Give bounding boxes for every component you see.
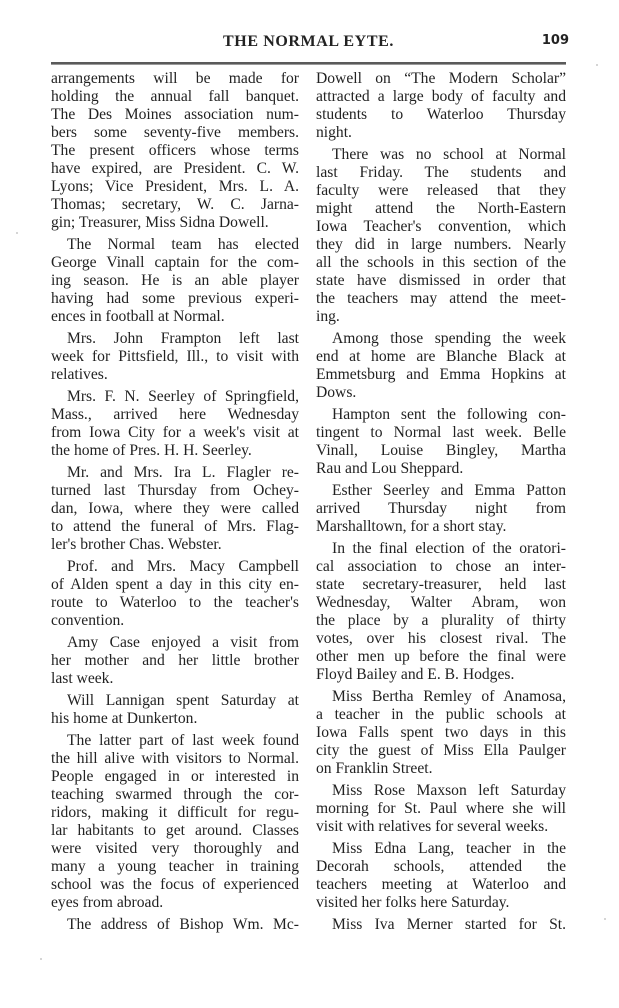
text-line: might attend the North-Eastern: [316, 200, 566, 217]
article-paragraph: [51, 330, 299, 384]
header-double-rule: [51, 62, 566, 65]
text-line: all the schools in this section of the: [316, 254, 566, 271]
page-header: [51, 30, 569, 52]
text-line: Esther Seerley and Emma Patton: [332, 482, 566, 499]
text-line: Floyd Bailey and E. B. Hodges.: [316, 666, 515, 683]
text-line: cal association to chose an inter-: [316, 558, 566, 575]
text-line: The latter part of last week found: [67, 732, 299, 749]
text-line: Hampton sent the following con-: [332, 406, 566, 423]
text-line: votes, over his closest rival. The: [316, 630, 566, 647]
text-line: ing season. He is an able player: [51, 272, 299, 289]
text-line: on Franklin Street.: [316, 760, 433, 777]
text-line: visited her folks here Saturday.: [316, 894, 510, 911]
scan-speck: [40, 958, 42, 960]
text-line: Miss Bertha Remley of Anamosa,: [332, 688, 566, 705]
text-line: bers some seventy-five members.: [51, 124, 299, 141]
text-line: last week.: [51, 670, 114, 687]
text-line: ridors, making it difficult for regu-: [51, 804, 299, 821]
text-line: state secretary-treasurer, held last: [316, 576, 566, 593]
text-line: ing.: [316, 308, 340, 325]
text-line: Dowell on “The Modern Scholar”: [316, 70, 566, 87]
text-line: Among those spending the week: [332, 330, 566, 347]
article-paragraph: [51, 692, 299, 728]
text-line: arrangements will be made for: [51, 70, 299, 87]
text-line: gin; Treasurer, Miss Sidna Dowell.: [51, 214, 269, 231]
article-paragraph: [316, 406, 566, 478]
text-line: Miss Edna Lang, teacher in the: [332, 840, 566, 857]
text-line: morning for St. Paul where she will: [316, 800, 566, 817]
scan-speck: [596, 64, 598, 66]
scan-speck: [16, 232, 18, 234]
article-paragraph: [51, 236, 299, 326]
text-line: Mrs. John Frampton left last: [67, 330, 299, 347]
text-line: eyes from abroad.: [51, 894, 164, 911]
text-line: Emmetsburg and Emma Hopkins at: [316, 366, 566, 383]
text-line: teachers meeting at Waterloo and: [316, 876, 566, 893]
article-paragraph: [316, 70, 566, 142]
text-line: a teacher in the public schools at: [316, 706, 566, 723]
text-line: attracted a large body of faculty and: [316, 88, 566, 105]
text-line: Decorah schools, attended the: [316, 858, 566, 875]
text-line: the hill alive with visitors to Normal.: [51, 750, 299, 767]
text-line: the place by a plurality of thirty: [316, 612, 566, 629]
text-line: The address of Bishop Wm. Mc-: [67, 916, 299, 933]
article-paragraph: [51, 916, 299, 934]
text-line: lar habitants to get around. Classes: [51, 822, 299, 839]
article-paragraph: [51, 464, 299, 554]
text-line: Dows.: [316, 384, 357, 401]
text-line: visit with relatives for several weeks.: [316, 818, 549, 835]
text-line: from Iowa City for a week's visit at: [51, 424, 299, 441]
text-line: many a young teacher in training: [51, 858, 299, 875]
article-paragraph: [316, 146, 566, 326]
text-line: George Vinall captain for the com-: [51, 254, 299, 271]
text-line: Rau and Lou Sheppard.: [316, 460, 464, 477]
text-line: last Friday. The students and: [316, 164, 566, 181]
text-line: night.: [316, 124, 352, 141]
text-line: Vinall, Louise Bingley, Martha: [316, 442, 566, 459]
text-line: Mass., arrived here Wednesday: [51, 406, 299, 423]
text-line: Lyons; Vice President, Mrs. L. A.: [51, 178, 299, 195]
text-line: Iowa Teacher's convention, which: [316, 218, 566, 235]
publication-title: THE NORMAL EYTE.: [223, 33, 394, 50]
text-line: holding the annual fall banquet.: [51, 88, 299, 105]
text-line: route to Waterloo to the teacher's: [51, 594, 299, 611]
text-line: state have dismissed in order that: [316, 272, 566, 289]
article-paragraph: [316, 840, 566, 912]
text-line: they did in large numbers. Nearly: [316, 236, 566, 253]
article-paragraph: [316, 482, 566, 536]
text-line: students to Waterloo Thursday: [316, 106, 566, 123]
text-line: There was no school at Normal: [332, 146, 566, 163]
article-paragraph: [316, 540, 566, 684]
text-line: school was the focus of experienced: [51, 876, 299, 893]
scan-speck: [604, 918, 606, 920]
text-line: turned last Thursday from Ochey-: [51, 482, 299, 499]
text-line: Prof. and Mrs. Macy Campbell: [67, 558, 299, 575]
text-line: Will Lannigan spent Saturday at: [67, 692, 299, 709]
text-line: Wednesday, Walter Abram, won: [316, 594, 566, 611]
text-line: People engaged in or interested in: [51, 768, 299, 785]
text-line: Thomas; secretary, W. C. Jarna-: [51, 196, 299, 213]
left-column: [51, 70, 299, 938]
text-line: have expired, are President. C. W.: [51, 160, 299, 177]
text-line: relatives.: [51, 366, 108, 383]
article-paragraph: [51, 388, 299, 460]
article-paragraph: [51, 634, 299, 688]
text-line: faculty were released that they: [316, 182, 566, 199]
right-column: [316, 70, 566, 938]
text-line: Miss Iva Merner started for St.: [332, 916, 566, 933]
text-line: Mrs. F. N. Seerley of Springfield,: [67, 388, 299, 405]
text-line: of Alden spent a day in this city en-: [51, 576, 299, 593]
text-line: her mother and her little brother: [51, 652, 299, 669]
text-line: the home of Pres. H. H. Seerley.: [51, 442, 252, 459]
text-line: were visited very thoroughly and: [51, 840, 299, 857]
text-line: dan, Iowa, where they were called: [51, 500, 299, 517]
article-paragraph: [51, 732, 299, 912]
text-line: The Normal team has elected: [67, 236, 299, 253]
article-paragraph: [51, 70, 299, 232]
text-line: city the guest of Miss Ella Paulger: [316, 742, 566, 759]
text-line: to attend the funeral of Mrs. Flag-: [51, 518, 299, 535]
article-paragraph: [316, 782, 566, 836]
text-line: ler's brother Chas. Webster.: [51, 536, 222, 553]
page-number: 109: [541, 33, 569, 48]
text-line: The Des Moines association num-: [51, 106, 299, 123]
text-line: teaching swarmed through the cor-: [51, 786, 299, 803]
article-paragraph: [316, 688, 566, 778]
text-line: having had some previous experi-: [51, 290, 299, 307]
text-line: convention.: [51, 612, 125, 629]
text-line: end at home are Blanche Black at: [316, 348, 566, 365]
text-line: Mr. and Mrs. Ira L. Flagler re-: [67, 464, 299, 481]
text-line: In the final election of the oratori-: [332, 540, 566, 557]
text-line: Amy Case enjoyed a visit from: [67, 634, 299, 651]
text-line: Marshalltown, for a short stay.: [316, 518, 507, 535]
article-paragraph: [316, 916, 566, 934]
text-line: Iowa Falls spent two days in this: [316, 724, 566, 741]
text-line: arrived Thursday night from: [316, 500, 566, 517]
text-line: ences in football at Normal.: [51, 308, 225, 325]
text-line: Miss Rose Maxson left Saturday: [332, 782, 566, 799]
text-line: week for Pittsfield, Ill., to visit with: [51, 348, 299, 365]
article-paragraph: [316, 330, 566, 402]
text-line: other men up before the final were: [316, 648, 566, 665]
text-line: his home at Dunkerton.: [51, 710, 198, 727]
article-paragraph: [51, 558, 299, 630]
text-line: the teachers may attend the meet-: [316, 290, 566, 307]
text-line: The present officers whose terms: [51, 142, 299, 159]
text-line: tingent to Normal last week. Belle: [316, 424, 566, 441]
